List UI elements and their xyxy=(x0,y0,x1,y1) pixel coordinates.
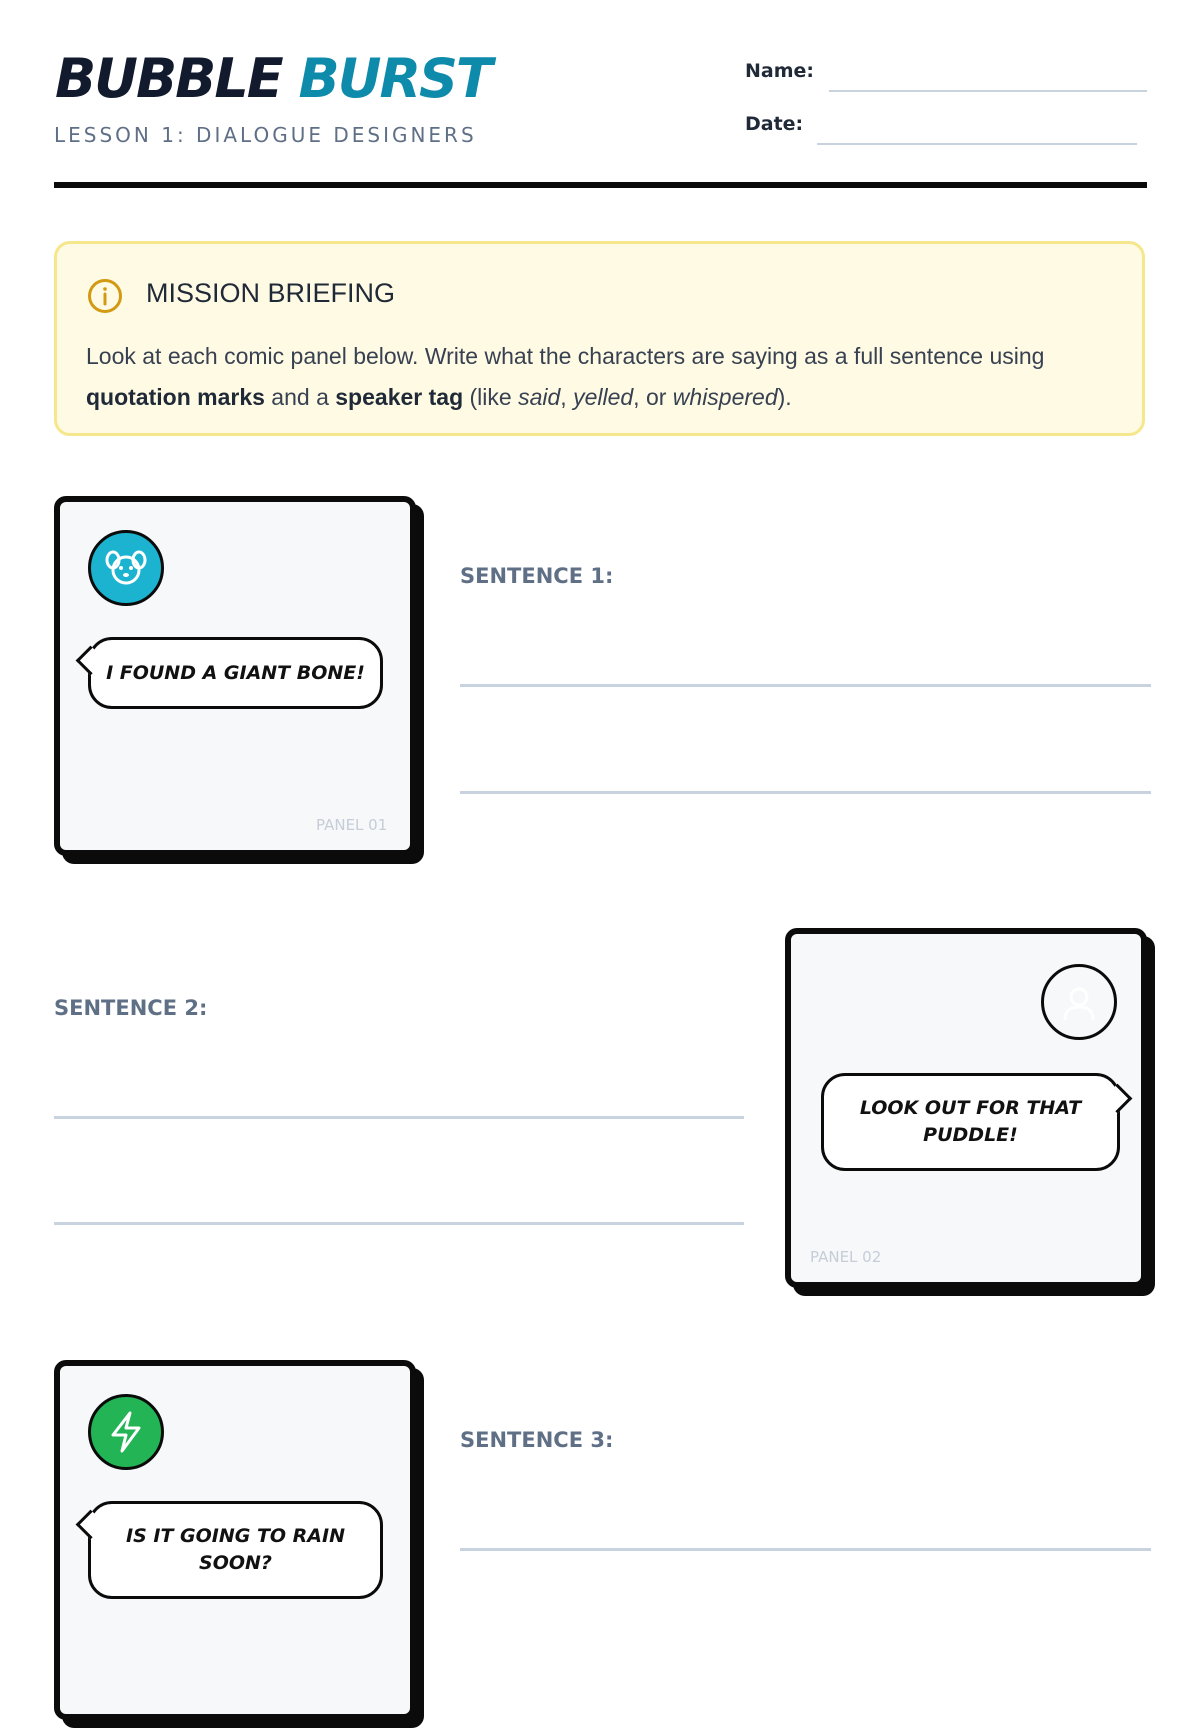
header-divider xyxy=(54,182,1147,188)
sentence-1-line-2[interactable] xyxy=(460,791,1151,794)
instruction-bold: quotation marks xyxy=(86,384,265,410)
sentence-2-line-2[interactable] xyxy=(54,1222,744,1225)
mission-briefing-box xyxy=(54,241,1145,436)
brand-word-2: BURST xyxy=(298,47,491,110)
instruction-italic: said xyxy=(518,384,561,410)
mission-title: MISSION BRIEFING xyxy=(146,278,396,308)
person-silhouette-icon xyxy=(1057,980,1101,1024)
panel-frame xyxy=(54,1360,416,1720)
speech-text: IS IT GOING TO RAIN SOON? xyxy=(126,1525,345,1574)
dog-icon xyxy=(88,530,164,606)
brand-title xyxy=(55,47,491,110)
panel-frame xyxy=(785,928,1147,1288)
lightning-icon xyxy=(88,1394,164,1470)
instruction-italic: whispered xyxy=(672,384,778,410)
instruction-text: , xyxy=(560,384,574,410)
mission-instructions xyxy=(86,336,1116,418)
speech-bubble xyxy=(821,1073,1120,1171)
info-icon xyxy=(87,278,123,314)
sentence-3-label: SENTENCE 3: xyxy=(460,1428,614,1452)
lightning-bolt-icon xyxy=(102,1408,150,1456)
date-field[interactable] xyxy=(817,143,1137,145)
instruction-text: , or xyxy=(633,384,673,410)
sentence-2-line-1[interactable] xyxy=(54,1116,744,1119)
name-label: Name: xyxy=(745,60,815,82)
instruction-text: ). xyxy=(777,384,792,410)
instruction-text: and a xyxy=(264,384,336,410)
lesson-subtitle: LESSON 1: DIALOGUE DESIGNERS xyxy=(54,123,477,147)
brand-word-1: BUBBLE xyxy=(55,47,282,110)
sentence-2-label: SENTENCE 2: xyxy=(54,996,208,1020)
speech-bubble xyxy=(88,637,383,709)
panel-label: PANEL 02 xyxy=(810,1248,882,1266)
speech-text: LOOK OUT FOR THAT PUDDLE! xyxy=(859,1097,1082,1146)
speech-bubble xyxy=(88,1501,383,1599)
instruction-text: Look at each comic panel below. Write what the characters are saying as a full sentence using xyxy=(86,343,1045,369)
panel-frame xyxy=(54,496,416,856)
date-label: Date: xyxy=(745,113,804,135)
comic-panel-1 xyxy=(54,496,424,864)
instruction-italic: yelled xyxy=(573,384,634,410)
person-icon xyxy=(1041,964,1117,1040)
dog-face-icon xyxy=(101,543,151,593)
sentence-1-label: SENTENCE 1: xyxy=(460,564,614,588)
instruction-bold: speaker tag xyxy=(335,384,464,410)
speech-text: I FOUND A GIANT BONE! xyxy=(106,661,365,684)
name-field[interactable] xyxy=(829,90,1147,92)
instruction-text: (like xyxy=(463,384,519,410)
sentence-3-line-1[interactable] xyxy=(460,1548,1151,1551)
comic-panel-3 xyxy=(54,1360,424,1728)
sentence-1-line-1[interactable] xyxy=(460,684,1151,687)
panel-label: PANEL 01 xyxy=(316,816,388,834)
comic-panel-2 xyxy=(785,928,1155,1296)
